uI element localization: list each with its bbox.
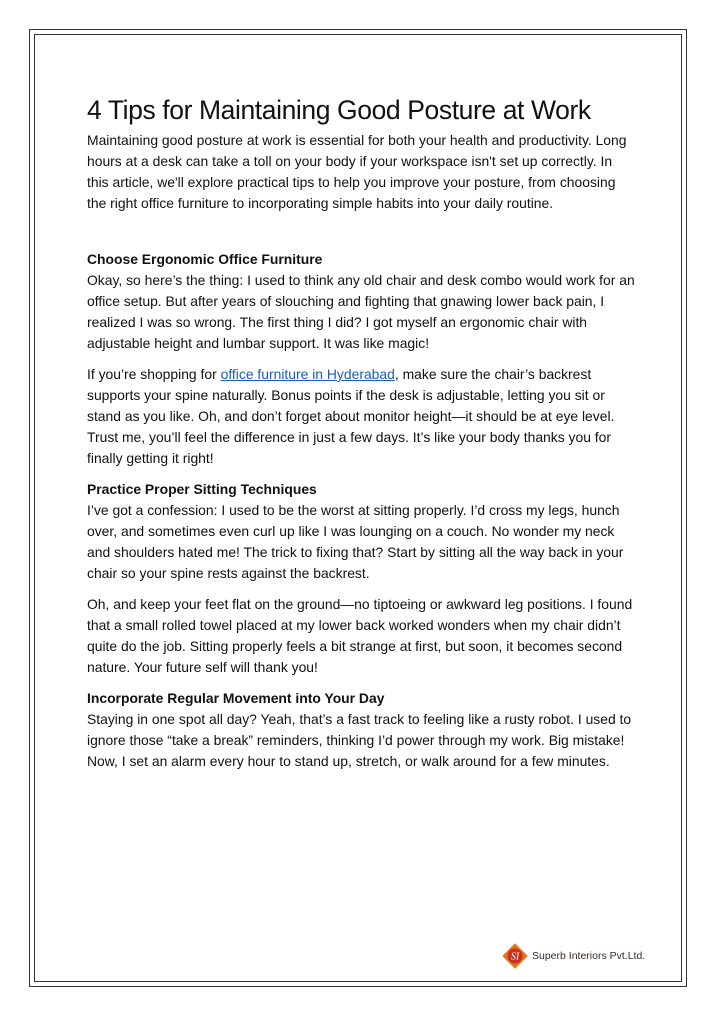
company-logo <box>502 943 645 969</box>
logo-text: Superb Interiors Pvt.Ltd. <box>532 950 646 962</box>
section-paragraph <box>87 364 635 469</box>
section-heading: Incorporate Regular Movement into Your Day <box>87 690 385 706</box>
article-title: 4 Tips for Maintaining Good Posture at Work <box>87 95 591 125</box>
section-paragraph <box>87 479 635 584</box>
section-paragraph <box>87 249 635 354</box>
section-text: Staying in one spot all day? Yeah, that’s a fast track to feeling like a rusty robot. I used to ignore those “take a break” reminders, thinking I’d power through my work. Big mistake! Now, I set an alarm every hour to stand up, stretch, or walk around for a few minutes. <box>87 711 632 769</box>
section-paragraph <box>87 688 635 772</box>
svg-text:SI: SI <box>510 951 520 963</box>
section-regular-movement <box>87 688 635 772</box>
section-heading: Practice Proper Sitting Techniques <box>87 481 317 497</box>
section-text: Okay, so here’s the thing: I used to think any old chair and desk combo would work for an office setup. But after years of slouching and fighting that gnawing lower back pain, I realized I was so wrong. The first thing I did? I got myself an ergonomic chair with adjustable height and lumbar support. It was like magic! <box>87 272 635 351</box>
article <box>87 90 635 782</box>
logo-mark-icon <box>502 943 528 969</box>
section-sitting-techniques <box>87 479 635 678</box>
section-heading: Choose Ergonomic Office Furniture <box>87 251 323 267</box>
section-ergonomic-furniture <box>87 249 635 469</box>
section-paragraph: Oh, and keep your feet flat on the ground—no tiptoeing or awkward leg positions. I found that a small rolled towel placed at my lower back worked wonders when my chair didn’t quite do the job. Sitting properly feels a bit strange at first, but soon, it becomes second nature. Your future self will thank you! <box>87 596 633 675</box>
intro-paragraph: Maintaining good posture at work is essential for both your health and productivity. Long hours at a desk can take a toll on your body if your workspace isn't set up correctly. In this article, we'll explore practical tips to help you improve your posture, from choosing the right office furniture to incorporating simple habits into your daily routine. <box>87 132 627 211</box>
section-text: I’ve got a confession: I used to be the worst at sitting properly. I’d cross my legs, hunch over, and sometimes even curl up like I was lounging on a couch. No wonder my neck and shoulders hated me! The trick to fixing that? Start by sitting all the way back in your chair so your spine rests against the backrest. <box>87 502 624 581</box>
section-text: If you’re shopping for <box>87 366 221 382</box>
section-text: , make sure the chair’s backrest supports your spine naturally. Bonus points if the desk is adjustable, letting you sit or stand as you like. Oh, and don’t forget about monitor height—it should be at eye level. Trust me, you’ll feel the difference in just a few days. It’s like your body thanks you for finally getting it right! <box>87 366 615 466</box>
office-furniture-link[interactable]: office furniture in Hyderabad <box>220 366 395 382</box>
